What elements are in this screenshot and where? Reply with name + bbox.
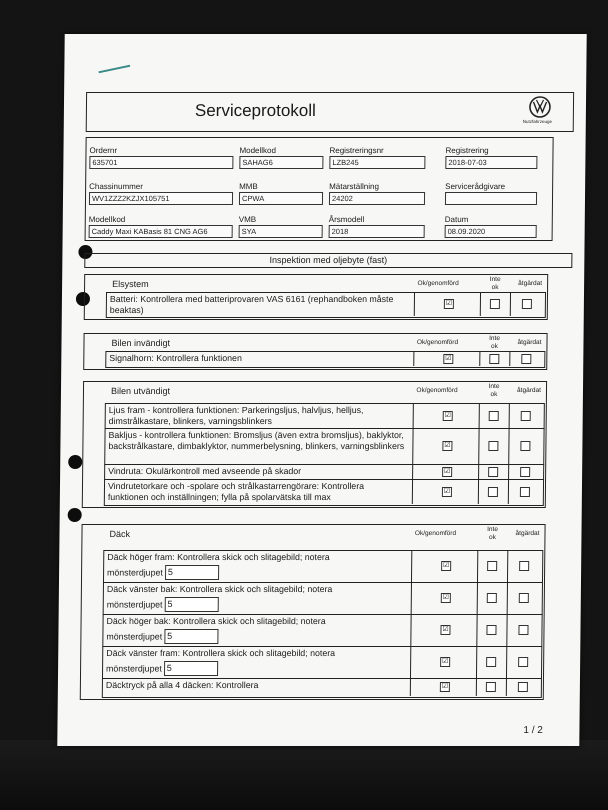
column-divider — [479, 351, 480, 366]
ok-checkbox-checked[interactable]: ☑ — [443, 488, 451, 495]
row-text-line1: Däck höger fram: Kontrollera skick och slitagebild; notera — [107, 552, 330, 562]
fixed-checkbox[interactable] — [518, 682, 528, 692]
row-text-line2 — [106, 629, 406, 644]
tread-depth-field[interactable]: 5 — [164, 661, 218, 676]
pen-mark — [98, 65, 130, 74]
fixed-checkbox[interactable] — [521, 411, 531, 421]
ok-checkbox-checked[interactable]: ☑ — [445, 300, 453, 307]
title-block — [86, 92, 574, 132]
fixed-checkbox[interactable] — [518, 657, 528, 667]
column-divider — [506, 678, 507, 696]
field-label: Årsmodell — [328, 215, 365, 224]
row-text-line2-label: mönsterdjupet — [106, 598, 163, 609]
column-divider — [412, 464, 413, 479]
tread-depth-field[interactable]: 5 — [164, 629, 218, 644]
section-title: Bilen invändigt — [111, 338, 171, 348]
field-value: LZB245 — [329, 156, 425, 169]
inspection-title-bar — [84, 253, 572, 268]
field-label: Mätarställning — [329, 182, 379, 191]
page-title: Serviceprotokoll — [194, 101, 316, 120]
row-description: Signalhorn: Kontrollera funktionen — [109, 353, 242, 363]
row-description — [106, 648, 406, 676]
ok-checkbox-checked[interactable]: ☑ — [443, 468, 451, 475]
field-value: SAHAG6 — [239, 156, 323, 169]
column-header-done: Ok/genomförd — [416, 387, 458, 394]
fixed-checkbox[interactable] — [520, 487, 530, 497]
row-description — [106, 616, 406, 644]
ok-checkbox-checked[interactable]: ☑ — [444, 442, 451, 449]
field-value: 24202 — [329, 192, 425, 205]
field-label: Registreringsnr — [329, 146, 384, 155]
column-divider — [478, 464, 479, 479]
inspection-title: Inspektion med oljebyte (fast) — [269, 255, 388, 265]
row-text-line2 — [107, 597, 407, 612]
ok-checkbox-checked[interactable]: ☑ — [442, 594, 450, 601]
column-header-not-ok — [481, 335, 507, 351]
row-text-line2-label: mönsterdjupet — [106, 662, 162, 673]
row-description: Batteri: Kontrollera med batteriprovaren VAS 6161 (rephandboken måste beaktas) — [109, 294, 394, 315]
row-text-line1: Däck vänster bak: Kontrollera skick och slitagebild; notera — [106, 584, 333, 594]
column-header-not-ok-line2: ok — [491, 284, 499, 291]
column-header-not-ok-line2: ok — [490, 391, 498, 398]
not-ok-checkbox[interactable] — [487, 593, 497, 603]
field-label: Modellkod — [239, 146, 277, 155]
page-number: 1 / 2 — [523, 725, 543, 736]
not-ok-checkbox[interactable] — [488, 467, 498, 477]
row-text-line1: Däck höger bak: Kontrollera skick och slitagebild; notera — [106, 616, 326, 626]
row-text-line2-label: mönsterdjupet — [107, 566, 163, 577]
column-header-not-ok-line1: Inte — [489, 276, 501, 283]
fixed-checkbox[interactable] — [520, 467, 530, 477]
column-header-fixed: åtgärdat — [515, 530, 540, 537]
field-value: 2018 — [329, 225, 425, 238]
column-header-not-ok-line1: Inte — [489, 335, 500, 342]
field-label: Datum — [444, 215, 469, 224]
row-description: Vindruta: Okulärkontroll med avseende på skador — [108, 466, 302, 476]
field-value: WV1ZZZ2KZJX105751 — [89, 192, 233, 205]
column-divider — [509, 351, 510, 366]
column-header-not-ok-line2: ok — [488, 534, 496, 541]
column-header-not-ok-line2: ok — [490, 343, 498, 350]
field-label: Registrering — [445, 146, 489, 155]
row-description: Ljus fram - kontrollera funktionen: Parkeringsljus, halvljus, helljus, dimstrålkastare, blinkers, varningsblinkers — [108, 405, 364, 426]
row-text-line2 — [106, 661, 406, 676]
row-text-line1: Däck vänster fram: Kontrollera skick och slitagebild; notera — [106, 648, 336, 658]
fixed-checkbox[interactable] — [520, 441, 530, 451]
not-ok-checkbox[interactable] — [489, 354, 499, 364]
column-header-not-ok — [482, 276, 508, 292]
fixed-checkbox[interactable] — [519, 593, 529, 603]
tread-depth-field[interactable]: 5 — [164, 597, 218, 612]
background-surface — [0, 740, 608, 810]
field-label: Ordernr — [89, 146, 118, 155]
column-header-not-ok-line1: Inte — [488, 383, 500, 390]
row-description: Bakljus - kontrollera funktionen: Bromsljus (även extra bromsljus), baklyktor, backstrålkastare, dimbaklyktor, nummerbelysning, blinkers, varningsblinkers — [108, 430, 405, 451]
column-header-fixed: åtgärdat — [518, 280, 543, 287]
section-title: Däck — [109, 529, 131, 539]
field-value: 2018-07-03 — [445, 156, 537, 169]
field-value: CPWA — [239, 192, 323, 205]
not-ok-checkbox[interactable] — [486, 657, 496, 667]
not-ok-checkbox[interactable] — [488, 441, 498, 451]
service-protocol-sheet — [57, 34, 586, 746]
not-ok-checkbox[interactable] — [486, 682, 496, 692]
brand-text: Nutzfahrzeuge — [522, 119, 553, 124]
punch-hole — [68, 455, 82, 469]
column-header-not-ok — [479, 526, 505, 542]
section-title: Elsystem — [112, 279, 149, 289]
ok-checkbox-checked[interactable]: ☑ — [441, 683, 449, 690]
fixed-checkbox[interactable] — [519, 561, 529, 571]
column-header-done: Ok/genomförd — [417, 280, 459, 287]
tread-depth-field[interactable]: 5 — [165, 565, 219, 580]
field-value: Caddy Maxi KABasis 81 CNG AG6 — [89, 225, 233, 238]
field-label: Chassinummer — [89, 182, 143, 191]
ok-checkbox-checked[interactable]: ☑ — [444, 412, 451, 419]
row-description — [107, 584, 407, 612]
punch-hole — [68, 508, 82, 522]
field-label: Servicerådgivare — [445, 182, 506, 191]
column-divider — [476, 678, 477, 696]
not-ok-checkbox[interactable] — [488, 487, 498, 497]
column-header-done: Ok/genomförd — [414, 530, 457, 537]
column-header-not-ok — [481, 383, 507, 399]
field-label: VMB — [238, 215, 257, 224]
field-value: 635701 — [89, 156, 233, 169]
ok-checkbox-checked[interactable]: ☑ — [445, 355, 452, 362]
fixed-checkbox[interactable] — [521, 354, 531, 364]
row-description: Vindrutetorkare och -spolare och strålkastarrengörare: Kontrollera funktionen och inställningen; fylla på spolarvätska till max — [107, 481, 365, 502]
field-label: Modellkod — [88, 215, 126, 224]
vw-logo-icon — [529, 96, 551, 118]
field-value — [445, 192, 537, 205]
not-ok-checkbox[interactable] — [486, 625, 496, 635]
column-header-not-ok-line1: Inte — [487, 526, 498, 533]
ok-checkbox-checked[interactable]: ☑ — [442, 562, 450, 569]
column-divider — [410, 678, 411, 696]
not-ok-checkbox[interactable] — [489, 411, 499, 421]
row-description: Däcktryck på alla 4 däcken: Kontrollera — [105, 680, 259, 690]
ok-checkbox-checked[interactable]: ☑ — [441, 658, 449, 665]
column-divider — [413, 351, 414, 366]
row-text-line2 — [107, 565, 407, 580]
column-header-done: Ok/genomförd — [416, 339, 459, 346]
not-ok-checkbox[interactable] — [487, 561, 497, 571]
section-title: Bilen utvändigt — [110, 386, 171, 396]
row-text-line2-label: mönsterdjupet — [106, 630, 163, 641]
field-value: 08.09.2020 — [445, 225, 537, 238]
ok-checkbox-checked[interactable]: ☑ — [442, 626, 449, 633]
field-label: MMB — [239, 182, 258, 191]
fixed-checkbox[interactable] — [518, 625, 528, 635]
field-value: SYA — [239, 225, 323, 238]
column-divider — [508, 464, 509, 479]
not-ok-checkbox[interactable] — [490, 299, 500, 309]
column-header-fixed: åtgärdat — [517, 387, 541, 394]
row-description — [107, 552, 407, 580]
fixed-checkbox[interactable] — [522, 299, 532, 309]
column-header-fixed: åtgärdat — [517, 339, 542, 346]
